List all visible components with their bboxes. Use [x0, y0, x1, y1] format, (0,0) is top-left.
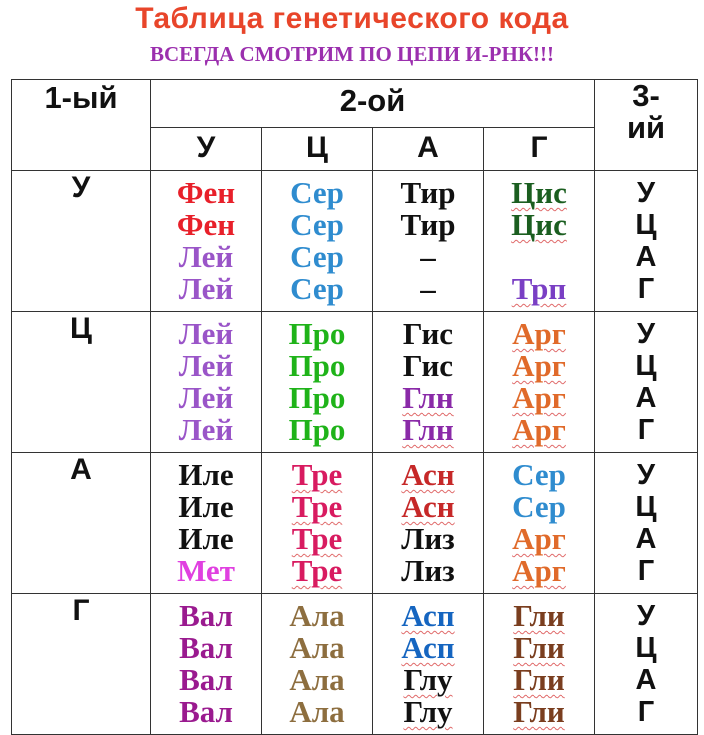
amino-acid-label: Лей [178, 348, 234, 383]
third-base-label: А [635, 241, 657, 273]
second-base-c: Ц [262, 127, 373, 170]
amino-acid-label: Гли [513, 598, 565, 633]
amino-acid-label: Трп [511, 271, 567, 306]
amino-acid-label: Вал [179, 598, 233, 633]
third-base-label: А [635, 382, 657, 414]
third-base-cell [595, 453, 698, 594]
second-base-u: У [151, 127, 262, 170]
amino-acid-cell [262, 312, 373, 453]
third-base-label: Г [637, 555, 655, 587]
amino-acid-label: Цис [511, 207, 567, 242]
amino-acid-cell [484, 594, 595, 735]
amino-acid-label: Иле [178, 489, 234, 524]
header-first-base: 1-ый [12, 80, 151, 171]
amino-acid-label: – [420, 271, 436, 306]
header-third-line2: ий [626, 110, 666, 145]
amino-acid-label: Арг [512, 553, 566, 588]
amino-acid-label: Лей [178, 412, 234, 447]
third-base-label: Ц [635, 491, 657, 523]
amino-acid-label: Арг [512, 316, 566, 351]
amino-acid-label: Ала [289, 630, 345, 665]
amino-acid-label: Гис [402, 348, 454, 383]
third-base-label: Г [637, 273, 655, 305]
amino-acid-cell [373, 171, 484, 312]
third-base-label: Г [637, 696, 655, 728]
third-base-label: Ц [635, 632, 657, 664]
third-base-cell [595, 312, 698, 453]
first-base-cell: У [12, 171, 151, 312]
amino-acid-cell [484, 171, 595, 312]
header-second-base: 2-ой [151, 80, 595, 128]
amino-acid-label: Асн [401, 489, 455, 524]
amino-acid-label: Арг [512, 412, 566, 447]
amino-acid-cell [151, 312, 262, 453]
amino-acid-label: Про [288, 380, 346, 415]
third-base-label: Ц [635, 350, 657, 382]
amino-acid-cell [373, 594, 484, 735]
page-title: Таблица генетического кода [135, 2, 569, 35]
amino-acid-cell [151, 171, 262, 312]
codon-row [12, 453, 698, 594]
amino-acid-label: Асп [401, 598, 455, 633]
amino-acid-label: Про [288, 348, 346, 383]
amino-acid-label: Асн [401, 457, 455, 492]
amino-acid-label: Гли [513, 630, 565, 665]
amino-acid-label: Лей [178, 271, 234, 306]
amino-acid-label: Фен [176, 175, 236, 210]
third-base-cell [595, 594, 698, 735]
amino-acid-cell [262, 171, 373, 312]
amino-acid-label: Иле [178, 457, 234, 492]
amino-acid-label: Вал [179, 662, 233, 697]
codon-row [12, 171, 698, 312]
amino-acid-label: Сер [290, 271, 344, 306]
amino-acid-label: Лей [178, 380, 234, 415]
amino-acid-label: Асп [401, 630, 455, 665]
third-base-label: Г [637, 414, 655, 446]
amino-acid-label: Гли [513, 694, 565, 729]
first-base-cell: Ц [12, 312, 151, 453]
amino-acid-label: Гис [402, 316, 454, 351]
codon-row [12, 312, 698, 453]
page-subtitle: ВСЕГДА СМОТРИМ ПО ЦЕПИ И-РНК!!! [150, 42, 554, 66]
amino-acid-cell [484, 453, 595, 594]
amino-acid-label: Про [288, 412, 346, 447]
first-base-cell: Г [12, 594, 151, 735]
second-base-g: Г [484, 127, 595, 170]
header-third-base [595, 80, 698, 171]
amino-acid-label: Сер [290, 207, 344, 242]
amino-acid-cell [262, 453, 373, 594]
amino-acid-label: Тре [291, 521, 343, 556]
third-base-label: У [636, 459, 656, 491]
amino-acid-label: Сер [512, 457, 566, 492]
amino-acid-label: Сер [290, 239, 344, 274]
amino-acid-label: Фен [176, 207, 236, 242]
amino-acid-label: Сер [512, 489, 566, 524]
amino-acid-label: Арг [512, 521, 566, 556]
amino-acid-label: Лиз [401, 521, 455, 556]
amino-acid-label: Мет [177, 553, 235, 588]
amino-acid-cell [151, 594, 262, 735]
third-base-label: У [636, 177, 656, 209]
amino-acid-cell [484, 312, 595, 453]
amino-acid-label: Ала [289, 598, 345, 633]
amino-acid-label: Тре [291, 489, 343, 524]
amino-acid-label: Глу [403, 662, 453, 697]
third-base-label: У [636, 600, 656, 632]
amino-acid-label: Глу [403, 694, 453, 729]
amino-acid-label: Глн [402, 380, 454, 415]
amino-acid-label: Про [288, 316, 346, 351]
amino-acid-label: Вал [179, 694, 233, 729]
third-base-label: А [635, 523, 657, 555]
amino-acid-cell [151, 453, 262, 594]
amino-acid-label: Тре [291, 553, 343, 588]
amino-acid-label: Лей [178, 316, 234, 351]
amino-acid-label: Сер [290, 175, 344, 210]
codon-row [12, 594, 698, 735]
amino-acid-label: Тре [291, 457, 343, 492]
amino-acid-label: Арг [512, 380, 566, 415]
amino-acid-label: Арг [512, 348, 566, 383]
header-third-line1: 3- [632, 78, 660, 113]
amino-acid-label: Лиз [401, 553, 455, 588]
third-base-cell [595, 171, 698, 312]
amino-acid-label: Ала [289, 662, 345, 697]
amino-acid-cell [373, 312, 484, 453]
amino-acid-label: Тир [400, 175, 456, 210]
amino-acid-label: Лей [178, 239, 234, 274]
amino-acid-label: Глн [402, 412, 454, 447]
amino-acid-cell [262, 594, 373, 735]
amino-acid-label: Иле [178, 521, 234, 556]
amino-acid-cell [373, 453, 484, 594]
amino-acid-label: – [420, 239, 436, 274]
codon-rows [12, 171, 698, 735]
amino-acid-label [484, 241, 594, 273]
third-base-label: Ц [635, 209, 657, 241]
amino-acid-label: Тир [400, 207, 456, 242]
first-base-cell: А [12, 453, 151, 594]
genetic-code-table [11, 79, 698, 735]
second-base-a: А [373, 127, 484, 170]
amino-acid-label: Цис [511, 175, 567, 210]
amino-acid-label: Гли [513, 662, 565, 697]
amino-acid-label: Вал [179, 630, 233, 665]
third-base-label: А [635, 664, 657, 696]
amino-acid-label: Ала [289, 694, 345, 729]
third-base-label: У [636, 318, 656, 350]
